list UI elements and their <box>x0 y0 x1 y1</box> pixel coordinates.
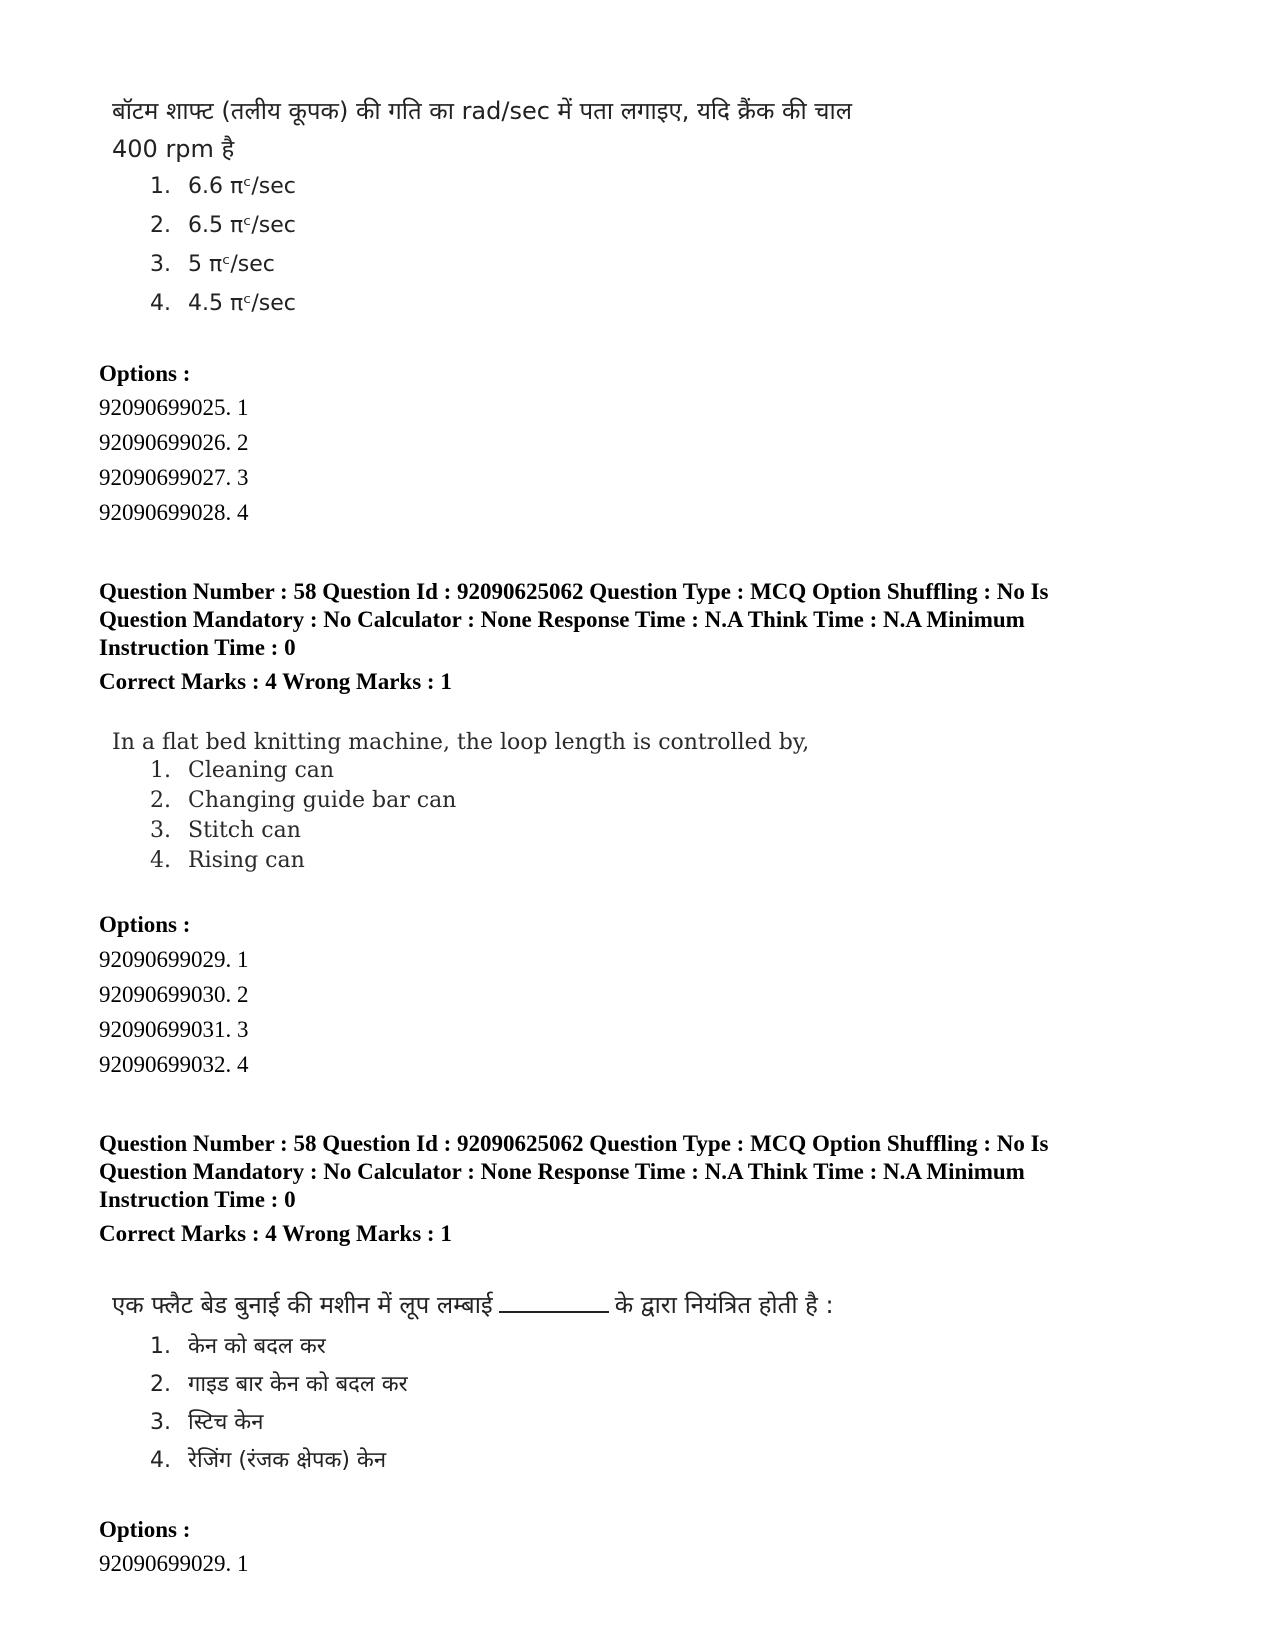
choice-text: रेजिंग (रंजक क्षेपक) केन <box>188 1448 387 1473</box>
choice-number: 1. <box>150 174 171 199</box>
option-item: 92090699029. 1 <box>99 1551 249 1576</box>
options-label: Options : <box>99 912 191 937</box>
choice-item <box>150 291 296 330</box>
choice-item <box>150 1368 408 1406</box>
choice-item <box>150 252 296 291</box>
option-item: 92090699027. 3 <box>99 465 249 490</box>
option-item: 92090699030. 2 <box>99 982 249 1007</box>
question-meta-line1: Question Number : 58 Question Id : 92090625062 Question Type : MCQ Option Shuffling : No Is <box>99 579 1049 604</box>
option-item: 92090699031. 3 <box>99 1017 249 1042</box>
choice-number: 4. <box>150 1448 171 1473</box>
options-list <box>99 942 249 1082</box>
choice-number: 4. <box>150 848 171 873</box>
choice-text: 6.6 πᶜ/sec <box>188 174 296 199</box>
choice-number: 1. <box>150 758 171 783</box>
question-1-stem-line2: 400 rpm है <box>112 135 235 163</box>
question-3-stem-after: के द्वारा नियंत्रित होती है : <box>614 1291 834 1319</box>
option-item: 92090699032. 4 <box>99 1052 249 1077</box>
choice-text: Cleaning can <box>188 758 335 783</box>
choice-item <box>150 213 296 252</box>
choice-text: Rising can <box>188 848 305 873</box>
question-3-stem-before: एक फ्लैट बेड बुनाई की मशीन में लूप लम्बाई <box>112 1291 493 1319</box>
option-item: 92090699025. 1 <box>99 395 249 420</box>
options-label: Options : <box>99 361 191 386</box>
choice-number: 2. <box>150 213 171 238</box>
question-marks: Correct Marks : 4 Wrong Marks : 1 <box>99 1221 452 1246</box>
question-3-meta <box>99 1130 1179 1248</box>
option-item: 92090699029. 1 <box>99 947 249 972</box>
question-meta-line3: Instruction Time : 0 <box>99 1187 296 1212</box>
question-meta-line3: Instruction Time : 0 <box>99 635 296 660</box>
choice-text: स्टिच केन <box>188 1410 264 1435</box>
choice-number: 1. <box>150 1334 171 1359</box>
choice-item <box>150 788 456 818</box>
choice-item <box>150 818 456 848</box>
fill-in-blank <box>499 1285 609 1313</box>
question-2-stem: In a flat bed knitting machine, the loop length is controlled by, <box>112 730 810 755</box>
question-2-choices <box>150 758 456 878</box>
choice-text: 5 πᶜ/sec <box>188 252 275 277</box>
choice-item <box>150 758 456 788</box>
question-meta-line1: Question Number : 58 Question Id : 92090625062 Question Type : MCQ Option Shuffling : No Is <box>99 1131 1049 1156</box>
choice-number: 3. <box>150 818 171 843</box>
choice-item <box>150 1444 408 1482</box>
choice-item <box>150 848 456 878</box>
choice-number: 4. <box>150 291 171 316</box>
choice-item <box>150 1406 408 1444</box>
choice-number: 2. <box>150 1372 171 1397</box>
question-meta-line2: Question Mandatory : No Calculator : None Response Time : N.A Think Time : N.A Minimum <box>99 607 1025 632</box>
question-1-choices <box>150 174 296 330</box>
options-list <box>99 390 249 530</box>
choice-text: 6.5 πᶜ/sec <box>188 213 296 238</box>
choice-number: 3. <box>150 1410 171 1435</box>
options-list <box>99 1546 249 1581</box>
choice-text: गाइड बार केन को बदल कर <box>188 1372 408 1397</box>
question-2-meta <box>99 578 1179 696</box>
option-item: 92090699028. 4 <box>99 500 249 525</box>
choice-item <box>150 1330 408 1368</box>
choice-text: Stitch can <box>188 818 301 843</box>
options-label: Options : <box>99 1517 191 1542</box>
question-1-stem <box>112 92 852 168</box>
choice-number: 2. <box>150 788 171 813</box>
choice-item <box>150 174 296 213</box>
question-3-choices <box>150 1330 408 1482</box>
choice-text: केन को बदल कर <box>188 1334 326 1359</box>
option-item: 92090699026. 2 <box>99 430 249 455</box>
question-meta-line2: Question Mandatory : No Calculator : None Response Time : N.A Think Time : N.A Minimum <box>99 1159 1025 1184</box>
question-marks: Correct Marks : 4 Wrong Marks : 1 <box>99 669 452 694</box>
choice-text: Changing guide bar can <box>188 788 457 813</box>
question-1-stem-line1: बॉटम शाफ्ट (तलीय कूपक) की गति का rad/sec में पता लगाइए, यदि क्रैंक की चाल <box>112 97 853 125</box>
choice-text: 4.5 πᶜ/sec <box>188 291 296 316</box>
choice-number: 3. <box>150 252 171 277</box>
question-3-stem <box>112 1285 834 1324</box>
